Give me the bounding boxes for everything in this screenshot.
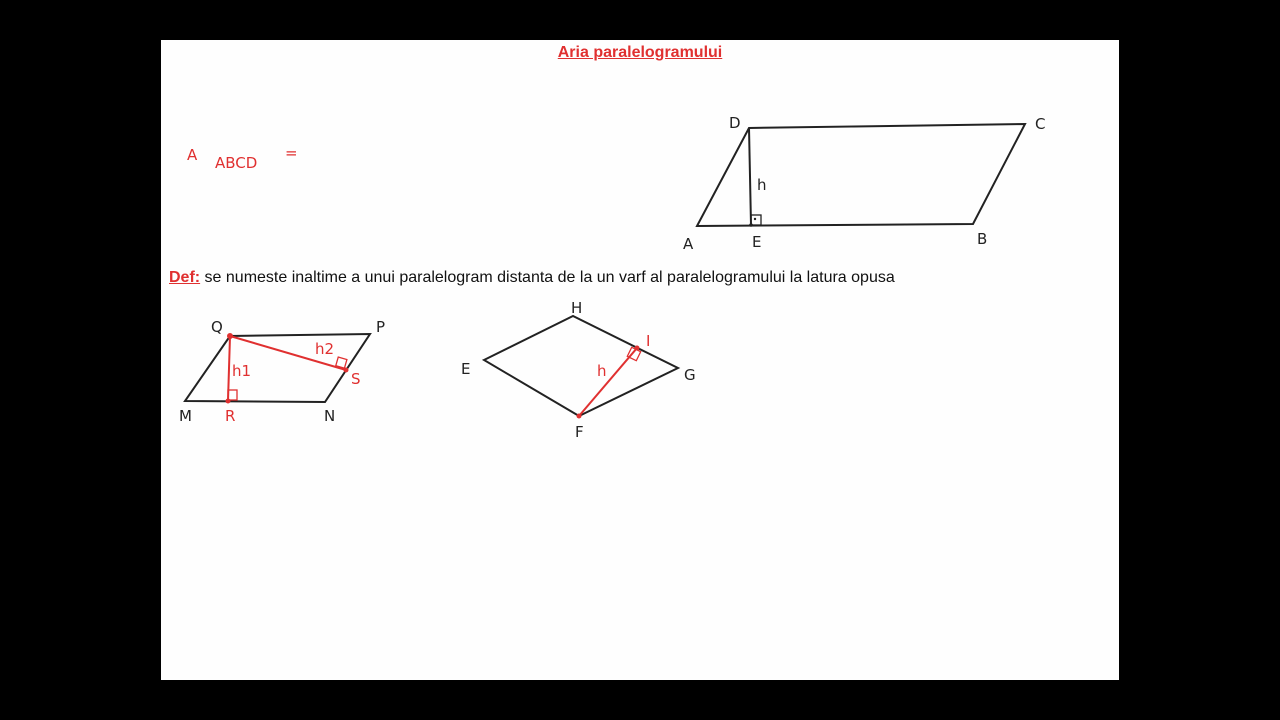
height-label-h1: h1 <box>232 362 252 380</box>
vertex-label-h: H <box>571 299 583 317</box>
area-equals: = <box>285 144 298 162</box>
foot-label-r: R <box>225 407 236 425</box>
foot-point-i <box>635 346 640 351</box>
vertex-label-b: B <box>977 230 988 248</box>
vertex-label-p: P <box>376 318 386 336</box>
height-label-h: h <box>757 176 767 194</box>
vertex-label-a: A <box>683 235 694 253</box>
vertex-label-n: N <box>324 407 336 425</box>
definition-text: se numeste inaltime a unui paralelogram distanta de la un varf al paralelogramului la latura opusa <box>200 269 895 286</box>
whiteboard <box>161 40 1119 680</box>
area-subscript: ABCD <box>215 154 258 172</box>
page-title: Aria paralelogramului <box>557 44 723 61</box>
vertex-label-q: Q <box>211 318 223 336</box>
foot-label-s: S <box>351 370 361 388</box>
vertex-label-f: F <box>575 423 584 441</box>
vertex-label-g: G <box>684 366 696 384</box>
height-label-h-rhombus: h <box>597 362 607 380</box>
vertex-label-c: C <box>1035 115 1046 133</box>
vertex-label-d: D <box>729 114 741 132</box>
height-h <box>579 348 637 416</box>
rhombus-efgh <box>161 40 1119 680</box>
vertex-label-m: M <box>179 407 192 425</box>
height-label-h2: h2 <box>315 340 335 358</box>
area-symbol: A <box>187 146 198 164</box>
vertex-label-e: E <box>461 360 471 378</box>
foot-label-i: I <box>646 332 651 350</box>
vertex-point-f <box>577 414 582 419</box>
definition-label: Def: <box>169 269 201 286</box>
foot-label-e: E <box>752 233 762 251</box>
efgh-outline <box>484 316 678 416</box>
